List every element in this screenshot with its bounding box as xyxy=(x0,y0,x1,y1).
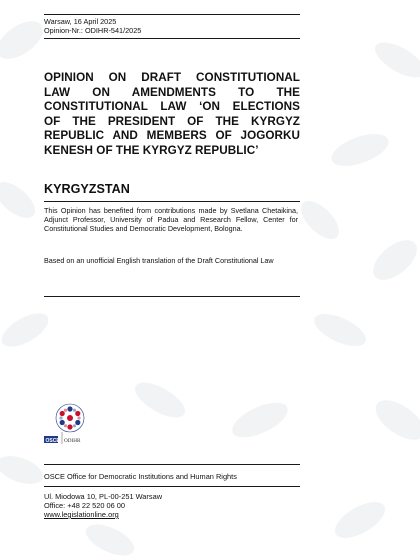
odihr-label: ODIHR xyxy=(64,438,81,444)
office-phone: Office: +48 22 520 06 00 xyxy=(44,501,126,510)
website-link[interactable]: www.legislationline.org xyxy=(44,510,119,519)
title-line: CONSTITUTIONAL LAW ‘ON ELECTIONS xyxy=(44,100,300,114)
opinion-number: Opinion-Nr.: ODIHR-541/2025 xyxy=(44,26,142,35)
footer-top-rule xyxy=(44,464,300,465)
country-rule xyxy=(44,201,300,202)
title-line: KENESH OF THE KYRGYZ REPUBLIC’ xyxy=(44,143,259,157)
country-heading: KYRGYZSTAN xyxy=(44,182,130,196)
title-line: OF THE PRESIDENT OF THE KYRGYZ xyxy=(44,114,300,128)
title-line: REPUBLIC AND MEMBERS OF JOGORKU xyxy=(44,129,300,143)
office-address: Ul. Miodowa 10, PL-00-251 Warsaw xyxy=(44,492,163,501)
odihr-emblem-icon xyxy=(44,398,104,448)
header-bottom-rule xyxy=(44,38,300,39)
office-name: OSCE Office for Democratic Institutions and Human Rights xyxy=(44,472,237,481)
title-line: OPINION ON DRAFT CONSTITUTIONAL xyxy=(44,71,300,84)
document-title xyxy=(44,71,300,159)
osce-odihr-logo xyxy=(44,398,104,448)
contributions-paragraph: This Opinion has benefited from contributions made by Svetlana Chetaikina, Adjunct Professor, University of Padua and Research Fellow, Center for Constitutional Studies and Democratic Development, Bologna. xyxy=(44,206,298,233)
middle-rule xyxy=(44,296,300,297)
footer-middle-rule xyxy=(44,486,300,487)
osce-label: OSCE xyxy=(45,437,60,444)
date-line: Warsaw, 16 April 2025 xyxy=(44,17,117,26)
title-line: LAW ON AMENDMENTS TO THE xyxy=(44,85,300,99)
translation-note: Based on an unofficial English translation of the Draft Constitutional Law xyxy=(44,256,274,265)
top-rule xyxy=(44,14,300,15)
